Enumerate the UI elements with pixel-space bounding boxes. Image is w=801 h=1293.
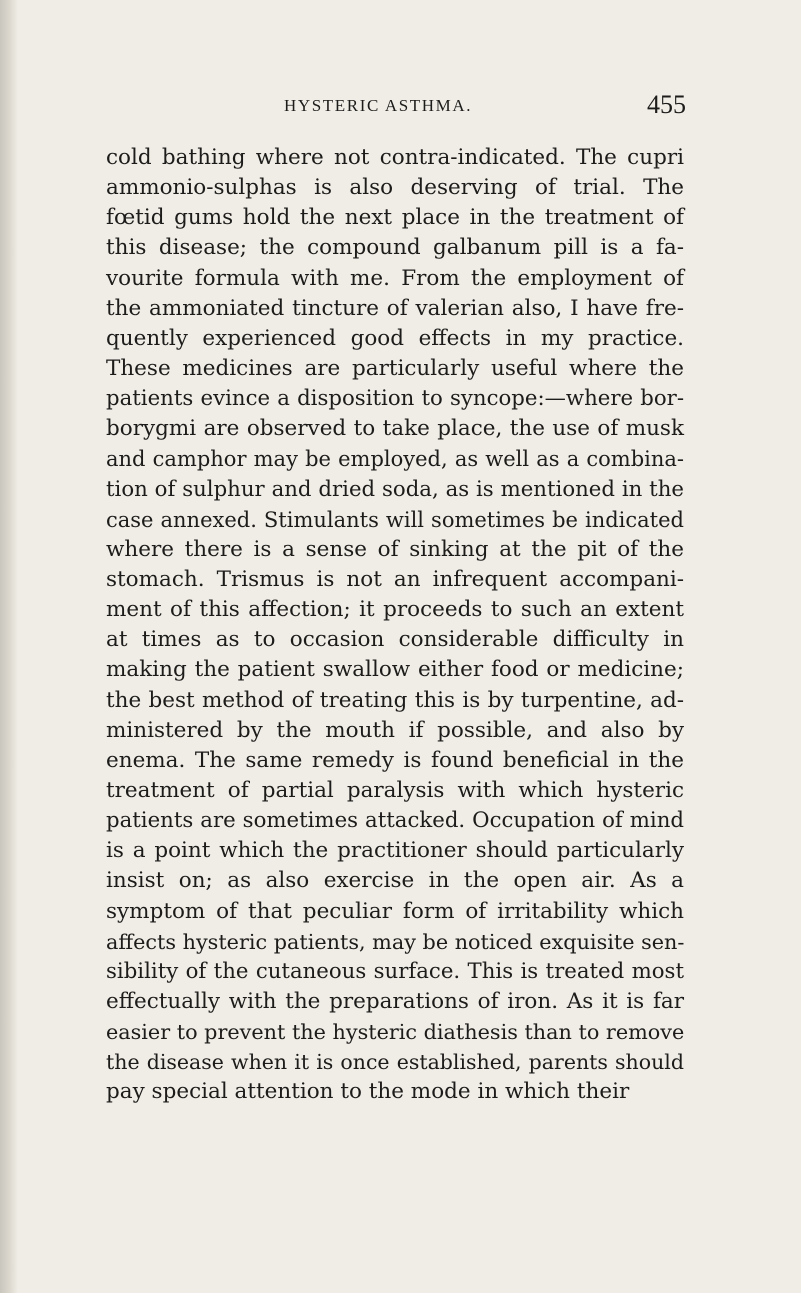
text-line: These medicines are particularly useful where the	[106, 355, 684, 381]
text-line: patients are sometimes attacked. Occupation of mind	[106, 808, 684, 834]
text-line: and camphor may be employed, as well as a combina-	[106, 447, 684, 472]
text-line: vourite formula with me. From the employment of	[106, 265, 684, 291]
text-line: quently experienced good effects in my practice.	[106, 325, 684, 351]
page-number: 455	[647, 90, 686, 119]
text-line: where there is a sense of sinking at the pit of the	[106, 536, 684, 562]
text-line: sibility of the cutaneous surface. This is treated most	[106, 958, 684, 984]
text-line: case annexed. Stimulants will sometimes be indicated	[106, 507, 684, 532]
text-line: tion of sulphur and dried soda, as is mentioned in the	[106, 476, 684, 502]
text-line: at times as to occasion considerable difficulty in	[106, 627, 684, 653]
text-line: affects hysteric patients, may be noticed exquisite sen-	[106, 929, 685, 954]
text-line: easier to prevent the hysteric diathesis than to remove	[106, 1020, 685, 1045]
text-line: stomach. Trismus is not an infrequent accompani-	[106, 566, 684, 592]
body-text	[106, 143, 684, 1108]
running-head	[106, 90, 686, 130]
text-line: the best method of treating this is by turpentine, ad-	[106, 687, 684, 713]
text-line: patients evince a disposition to syncope:—where bor-	[106, 386, 684, 412]
text-line: cold bathing where not contra-indicated. The cupri	[106, 145, 684, 170]
text-line: making the patient swallow either food or medicine;	[106, 657, 684, 683]
text-line: fœtid gums hold the next place in the treatment of	[106, 205, 684, 231]
text-line: is a point which the practitioner should particularly	[106, 838, 684, 864]
page-gutter-shadow	[0, 0, 18, 1293]
text-line: ment of this affection; it proceeds to such an extent	[106, 597, 684, 623]
text-line: effectually with the preparations of iron. As it is far	[106, 988, 684, 1014]
text-line: insist on; as also exercise in the open air. As a	[106, 868, 684, 894]
text-line: the disease when it is once established, parents should	[106, 1050, 684, 1075]
text-line: enema. The same remedy is found beneficial in the	[106, 747, 684, 773]
text-line: the ammoniated tincture of valerian also, I have fre-	[106, 295, 684, 321]
text-line: ammonio-sulphas is also deserving of trial. The	[106, 175, 684, 201]
running-title: HYSTERIC ASTHMA.	[284, 96, 473, 115]
text-line: ministered by the mouth if possible, and also by	[106, 717, 684, 743]
text-line: symptom of that peculiar form of irritability which	[106, 898, 684, 924]
text-line: pay special attention to the mode in which their	[106, 1079, 630, 1105]
text-line: this disease; the compound galbanum pill is a fa-	[106, 235, 684, 261]
text-line: treatment of partial paralysis with which hysteric	[106, 777, 684, 803]
text-line: borygmi are observed to take place, the use of musk	[106, 416, 684, 442]
